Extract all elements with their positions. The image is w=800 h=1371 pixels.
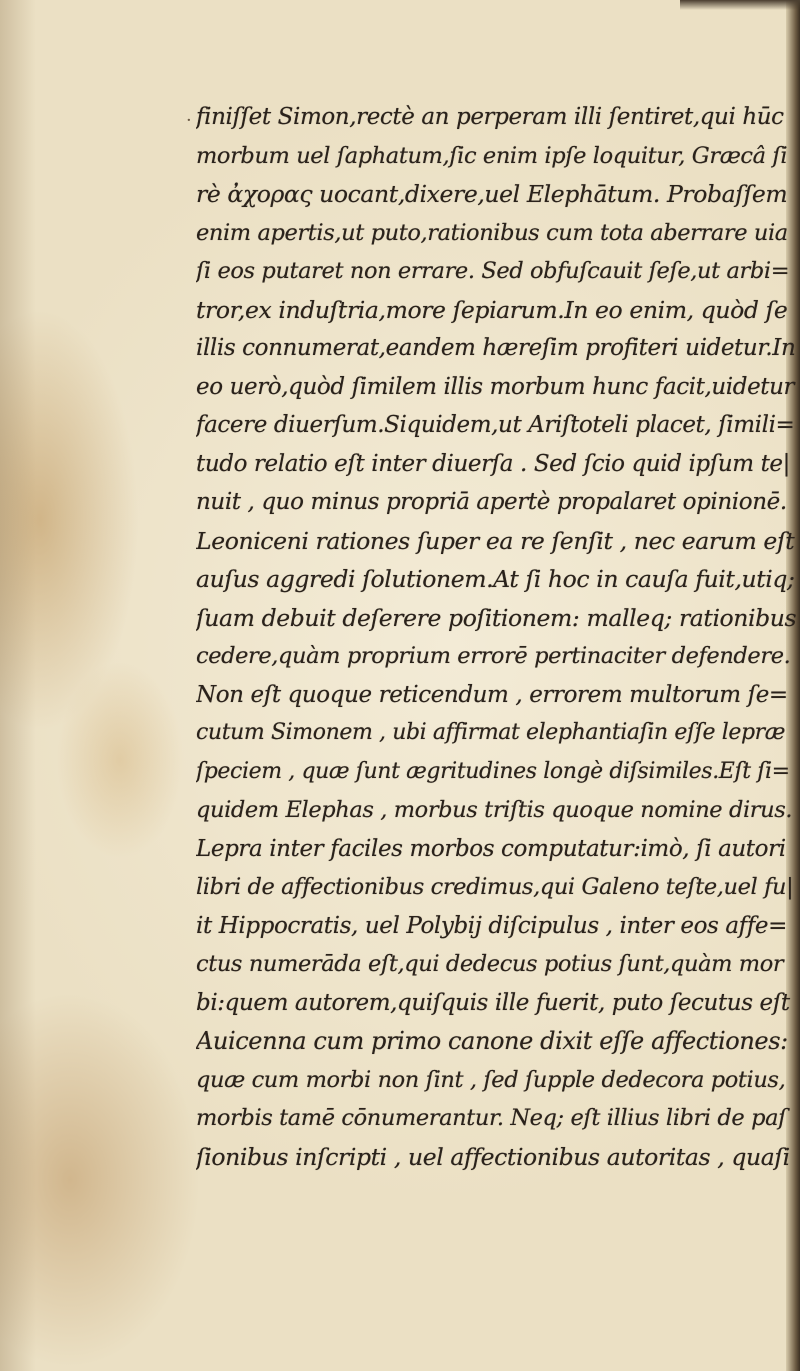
text-line: morbum uel ſaphatum,ſic enim ipſe loquitur, Græcâ ſi xyxy=(196,142,788,169)
text-line: Leoniceni rationes ſuper ea re ſenſit , nec earum eſt xyxy=(196,526,795,555)
text-line: libri de affectionibus credimus,qui Galeno teſte,uel fu| xyxy=(196,874,794,900)
text-line: quæ cum morbi non ſint , ſed ſupple dedecora potius, xyxy=(196,1066,786,1093)
text-line: ſionibus inſcripti , uel affectionibus autoritas , quaſi xyxy=(196,1142,790,1171)
text-line: morbis tamē cōnumerantur. Neq; eſt illius libri de paſ xyxy=(196,1105,787,1131)
text-line: Non eſt quoque reticendum , errorem multorum ſe= xyxy=(196,681,788,708)
page-top-shadow xyxy=(680,0,800,10)
text-line: ctus numerāda eſt,qui dedecus potius ſunt,quàm mor xyxy=(196,951,784,977)
text-line: ſi eos putaret non errare. Sed obfuſcauit ſeſe,ut arbi= xyxy=(196,258,790,284)
text-line: tudo relatio eſt inter diuerſa . Sed ſcio quid ipſum te| xyxy=(196,450,790,477)
text-line: cedere,quàm proprium errorē pertinaciter defendere. xyxy=(196,643,791,669)
text-line: bi:quem autorem,quiſquis ille fuerit, puto ſecutus eſt xyxy=(196,989,790,1016)
text-line: Lepra inter faciles morbos computatur:imò, ſi autori xyxy=(196,835,786,862)
text-line: facere diuerſum.Siquidem,ut Ariſtoteli placet, ſimili= xyxy=(196,412,795,438)
text-line: cutum Simonem , ubi affirmat elephantiaſin eſſe lepræ xyxy=(196,720,786,745)
text-block xyxy=(196,98,796,1208)
text-line: eo uerò,quòd ſimilem illis morbum hunc facit,uidetur xyxy=(196,373,795,400)
text-line: auſus aggredi ſolutionem.At ſi hoc in cauſa fuit,utiq; xyxy=(196,565,795,593)
text-line: Auicenna cum primo canone dixit eſſe affectiones: xyxy=(196,1027,788,1055)
page-edge-stain xyxy=(0,0,36,1371)
text-line: ſuam debuit deſerere poſitionem: malleq; rationibus xyxy=(196,603,796,632)
margin-dot: · xyxy=(186,110,192,131)
text-line: it Hippocratis, uel Polybij diſcipulus , inter eos affe= xyxy=(196,912,787,939)
text-line: rè ἀχορας uocant,dixere,uel Elephātum. Probaſſem xyxy=(196,180,788,208)
text-line: ſpeciem , quæ ſunt ægritudines longè diſsimiles.Eſt ſi= xyxy=(196,758,790,784)
text-line: enim apertis,ut puto,rationibus cum tota aberrare uia xyxy=(196,219,788,246)
text-line: finiſſet Simon,rectè an perperam illi ſentiret,qui hūc xyxy=(196,104,784,130)
text-line: illis connumerat,eandem hæreſim profiteri uidetur.In xyxy=(196,335,796,361)
text-line: nuit , quo minus propriā apertè propalaret opinionē. xyxy=(196,489,787,515)
text-line: quidem Elephas , morbus triſtis quoque nomine dirus. xyxy=(196,797,793,823)
text-line: tror,ex induſtria,more ſepiarum.In eo enim, quòd ſe xyxy=(196,295,788,324)
